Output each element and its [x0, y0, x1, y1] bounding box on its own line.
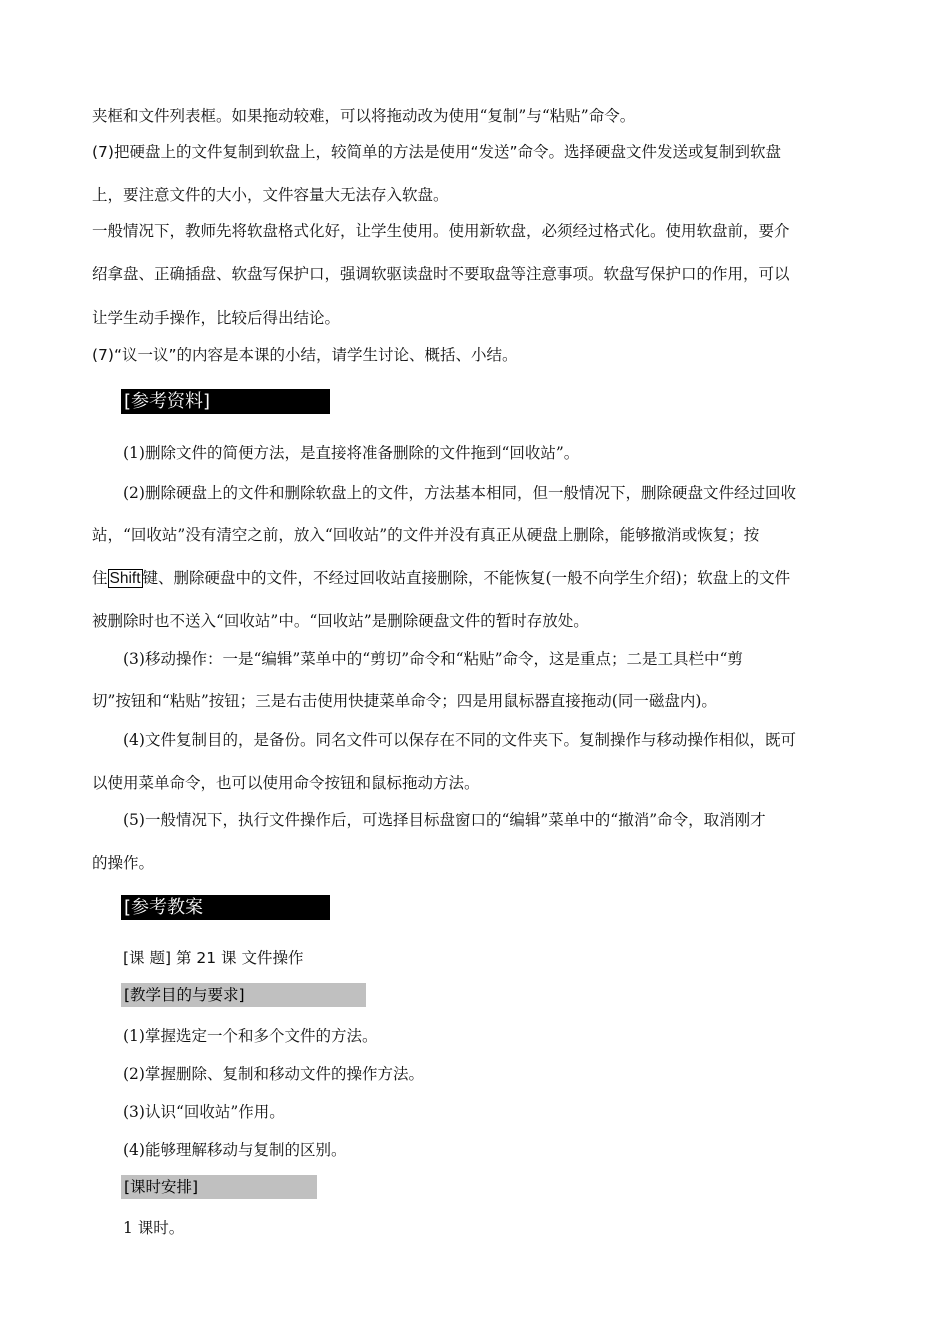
goal-item: (2)掌握删除、复制和移动文件的操作方法。	[123, 1065, 424, 1083]
shift-key-label: Shift	[109, 570, 141, 587]
paragraph-line: (5)一般情况下，执行文件操作后，可选择目标盘窗口的“编辑”菜单中的“撤消”命令，取消刚才	[123, 811, 766, 829]
text-line: (7)把硬盘上的文件复制到软盘上，较简单的方法是使用“发送”命令。选择硬盘文件发送或复制到软盘	[92, 143, 782, 161]
paragraph-line: 切”按钮和“粘贴”按钮；三是右击使用快捷菜单命令；四是用鼠标器直接拖动(同一磁盘内)。	[92, 692, 717, 710]
paragraph-line: (3)移动操作：一是“编辑”菜单中的“剪切”命令和“粘贴”命令，这是重点；二是工具栏中“剪	[123, 650, 743, 668]
text-fragment: 住	[92, 569, 108, 587]
section-banner-lesson-plan: [参考教案	[121, 895, 330, 920]
text-line: 绍拿盘、正确插盘、软盘写保护口，强调软驱读盘时不要取盘等注意事项。软盘写保护口的作用，可以	[92, 265, 790, 283]
text-line: 上，要注意文件的大小，文件容量大无法存入软盘。	[92, 186, 449, 204]
paragraph-line: 的操作。	[92, 854, 155, 872]
paragraph-line	[92, 566, 790, 588]
text-fragment: 键、删除硬盘中的文件，不经过回收站直接删除，不能恢复(一般不向学生介绍)；软盘上的文件	[142, 569, 791, 587]
goal-item: (1)掌握选定一个和多个文件的方法。	[123, 1027, 378, 1045]
paragraph-line: 站，“回收站”没有清空之前，放入“回收站”的文件并没有真正从硬盘上删除，能够撤消或恢复；按	[92, 526, 760, 544]
text-line: 让学生动手操作，比较后得出结论。	[92, 309, 341, 327]
paragraph-line: (1)删除文件的简便方法，是直接将准备删除的文件拖到“回收站”。	[123, 444, 580, 462]
goals-heading: [教学目的与要求]	[121, 983, 366, 1007]
paragraph-line: 被删除时也不送入“回收站”中。“回收站”是删除硬盘文件的暂时存放处。	[92, 612, 589, 630]
lesson-topic: [课 题] 第 21 课 文件操作	[123, 949, 304, 967]
paragraph-line: 以使用菜单命令，也可以使用命令按钮和鼠标拖动方法。	[92, 774, 480, 792]
schedule-heading: [课时安排]	[121, 1175, 317, 1199]
goal-item: (3)认识“回收站”作用。	[123, 1103, 285, 1121]
text-line: (7)“议一议”的内容是本课的小结，请学生讨论、概括、小结。	[92, 346, 518, 364]
text-line: 夹框和文件列表框。如果拖动较难，可以将拖动改为使用“复制”与“粘贴”命令。	[92, 107, 636, 125]
text-line: 一般情况下，教师先将软盘格式化好，让学生使用。使用新软盘，必须经过格式化。使用软盘前，要介	[92, 222, 790, 240]
paragraph-line: (2)删除硬盘上的文件和删除软盘上的文件，方法基本相同，但一般情况下，删除硬盘文件经过回收	[123, 484, 796, 502]
goal-item: (4)能够理解移动与复制的区别。	[123, 1141, 347, 1159]
schedule-text: 1 课时。	[123, 1219, 185, 1237]
paragraph-line: (4)文件复制目的，是备份。同名文件可以保存在不同的文件夹下。复制操作与移动操作相似，既可	[123, 731, 796, 749]
section-banner-reference: [参考资料]	[121, 389, 330, 414]
